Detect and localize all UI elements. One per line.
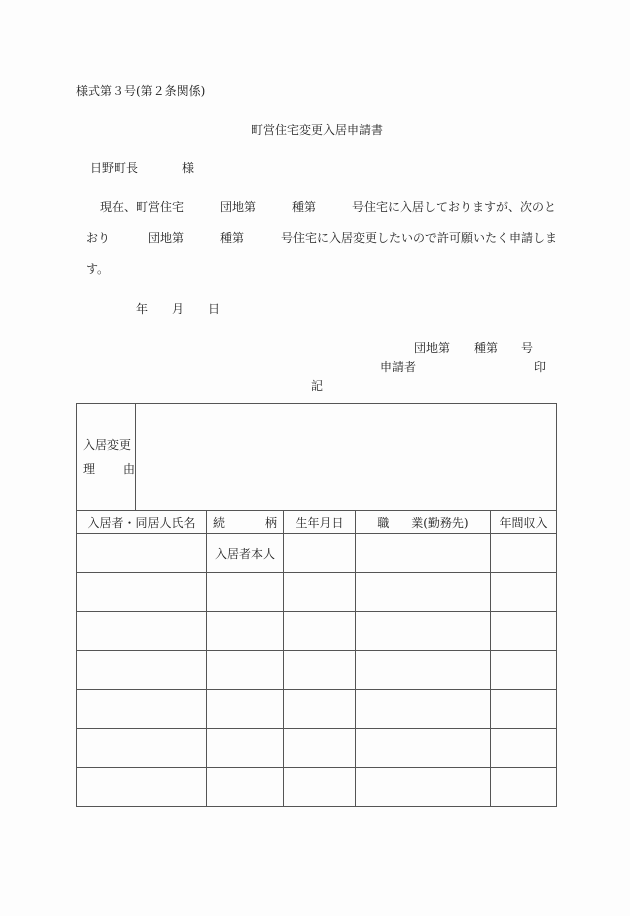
address-go: 号 bbox=[521, 341, 534, 355]
table-row bbox=[77, 768, 557, 807]
cell-name[interactable] bbox=[77, 612, 207, 651]
seal-mark: 印 bbox=[534, 360, 547, 374]
date-year: 年 bbox=[136, 302, 149, 316]
cell-name[interactable] bbox=[77, 690, 207, 729]
form-number: 様式第３号(第２条関係) bbox=[76, 84, 206, 98]
header-char: 職 bbox=[377, 515, 390, 530]
cell-income[interactable] bbox=[491, 729, 557, 768]
cell-income[interactable] bbox=[491, 651, 557, 690]
cell-occupation[interactable] bbox=[356, 729, 491, 768]
text-segment: 号住宅に入居変更したいので許可願いたく申請しま bbox=[281, 231, 558, 245]
cell-relation[interactable] bbox=[207, 690, 284, 729]
cell-income[interactable] bbox=[491, 534, 557, 573]
cell-relation[interactable] bbox=[207, 612, 284, 651]
cell-income[interactable] bbox=[491, 573, 557, 612]
cell-relation: 入居者本人 bbox=[207, 534, 284, 573]
cell-relation[interactable] bbox=[207, 729, 284, 768]
table-row bbox=[77, 612, 557, 651]
text-segment: 種第 bbox=[292, 200, 317, 214]
cell-income[interactable] bbox=[491, 768, 557, 807]
reason-row bbox=[77, 404, 557, 511]
date-day: 日 bbox=[208, 302, 221, 316]
table-row bbox=[77, 573, 557, 612]
text-segment: 現在、町営住宅 bbox=[100, 200, 185, 214]
header-char: 柄 bbox=[264, 515, 277, 530]
addressee-honorific: 様 bbox=[182, 161, 195, 175]
header-name: 入居者・同居人氏名 bbox=[77, 511, 207, 534]
cell-occupation[interactable] bbox=[356, 651, 491, 690]
cell-birthdate[interactable] bbox=[284, 612, 356, 651]
cell-occupation[interactable] bbox=[356, 573, 491, 612]
cell-birthdate[interactable] bbox=[284, 573, 356, 612]
table-row bbox=[77, 534, 557, 573]
table-header-row bbox=[77, 511, 557, 534]
application-paragraph bbox=[76, 200, 566, 293]
paragraph-line-1 bbox=[76, 200, 566, 214]
header-char: 業(勤務先) bbox=[411, 515, 469, 530]
cell-relation[interactable] bbox=[207, 768, 284, 807]
cell-relation[interactable] bbox=[207, 651, 284, 690]
reason-label-char: 理 bbox=[83, 462, 96, 476]
cell-birthdate[interactable] bbox=[284, 690, 356, 729]
addressee-name: 日野町長 bbox=[90, 161, 139, 175]
cell-occupation[interactable] bbox=[356, 690, 491, 729]
text-segment: 種第 bbox=[220, 231, 245, 245]
application-table bbox=[76, 403, 557, 807]
reason-input[interactable] bbox=[136, 404, 557, 511]
cell-birthdate[interactable] bbox=[284, 651, 356, 690]
header-birthdate: 生年月日 bbox=[284, 511, 356, 534]
reason-label-char: 由 bbox=[122, 462, 135, 476]
applicant-label: 申請者 bbox=[380, 360, 417, 374]
address-danchi: 団地第 bbox=[414, 341, 451, 355]
reason-label bbox=[77, 404, 136, 511]
paragraph-line-2 bbox=[76, 231, 566, 245]
paragraph-line-3 bbox=[76, 262, 566, 276]
cell-relation[interactable] bbox=[207, 573, 284, 612]
cell-occupation[interactable] bbox=[356, 768, 491, 807]
table-row bbox=[77, 651, 557, 690]
header-occupation bbox=[356, 511, 491, 534]
text-segment: 団地第 bbox=[220, 200, 257, 214]
cell-name[interactable] bbox=[77, 768, 207, 807]
cell-occupation[interactable] bbox=[356, 534, 491, 573]
document-title: 町営住宅変更入居申請書 bbox=[251, 123, 384, 137]
text-segment: おり bbox=[86, 231, 111, 245]
reason-label-line-1: 入居変更 bbox=[83, 438, 132, 452]
cell-birthdate[interactable] bbox=[284, 729, 356, 768]
cell-income[interactable] bbox=[491, 612, 557, 651]
text-segment: す。 bbox=[86, 262, 110, 276]
cell-name[interactable] bbox=[77, 651, 207, 690]
table-row bbox=[77, 729, 557, 768]
cell-birthdate[interactable] bbox=[284, 768, 356, 807]
header-relation bbox=[207, 511, 284, 534]
cell-name[interactable] bbox=[77, 534, 207, 573]
cell-income[interactable] bbox=[491, 690, 557, 729]
table-row bbox=[77, 690, 557, 729]
addressee bbox=[90, 161, 195, 175]
text-segment: 団地第 bbox=[148, 231, 185, 245]
reason-label-line-2 bbox=[83, 457, 135, 481]
address-shu: 種第 bbox=[474, 341, 499, 355]
cell-birthdate[interactable] bbox=[284, 534, 356, 573]
text-segment: 号住宅に入居しておりますが、次のと bbox=[352, 200, 557, 214]
header-income: 年間収入 bbox=[491, 511, 557, 534]
header-char: 続 bbox=[213, 515, 226, 530]
date-month: 月 bbox=[172, 302, 185, 316]
cell-name[interactable] bbox=[77, 573, 207, 612]
ki-heading: 記 bbox=[311, 379, 324, 393]
cell-occupation[interactable] bbox=[356, 612, 491, 651]
cell-name[interactable] bbox=[77, 729, 207, 768]
